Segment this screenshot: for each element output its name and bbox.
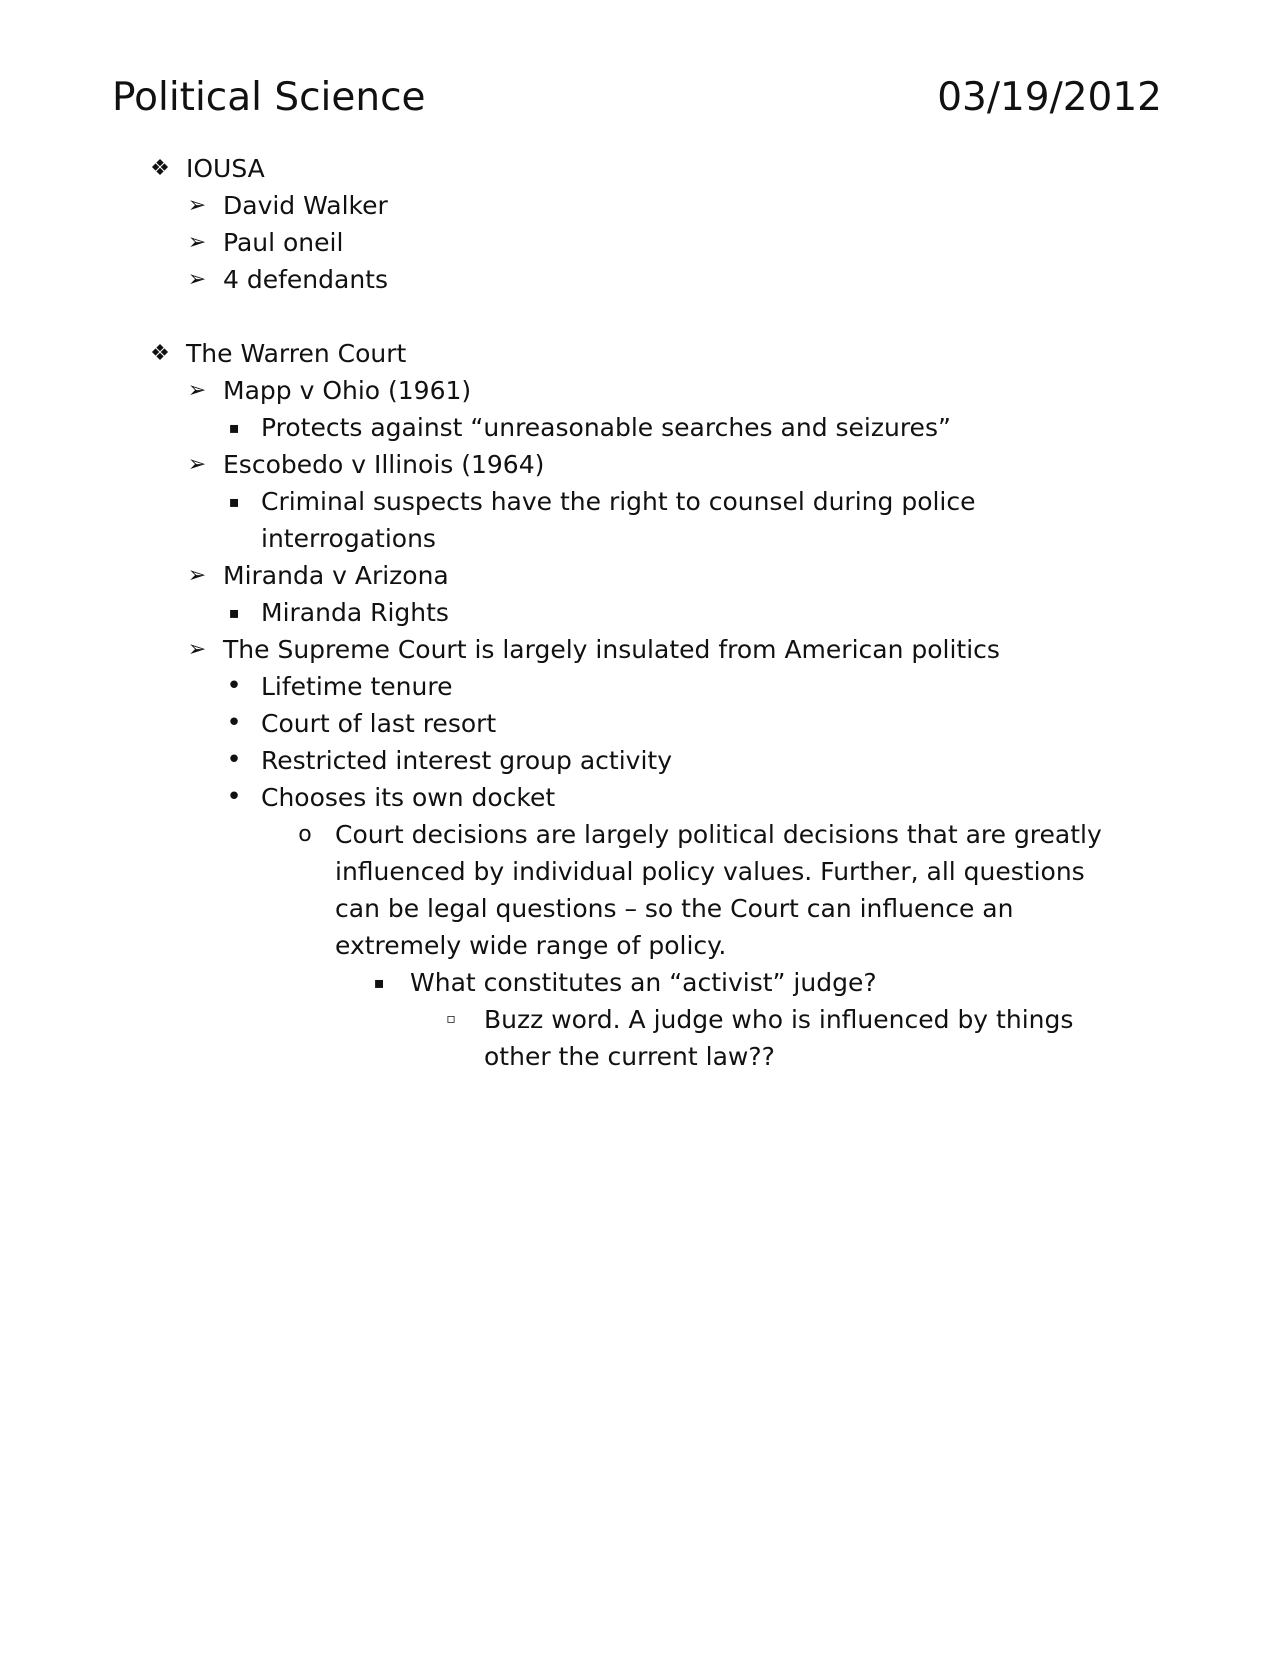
arrow-bullet-icon: ➢ [187,267,207,292]
outline-item-activist-answer-line2: other the current law?? [484,1042,775,1071]
outline-item-warren-court: The Warren Court [186,339,407,368]
dot-bullet-icon: • [226,671,242,701]
hollow-square-bullet-icon: ▫ [446,1011,456,1027]
square-bullet-icon: ▪ [373,973,385,992]
outline-item-iousa: IOUSA [186,154,265,183]
diamond-bullet-icon: ❖ [150,156,170,181]
outline-item-decisions-line1: Court decisions are largely political decisions that are greatly [335,820,1102,849]
outline-item-last-resort: Court of last resort [261,709,497,738]
outline-item-decisions-line2: influenced by individual policy values. Further, all questions [335,857,1085,886]
arrow-bullet-icon: ➢ [187,230,207,255]
outline-item-miranda: Miranda v Arizona [223,561,449,590]
square-bullet-icon: ▪ [228,603,240,622]
outline-item-decisions-line4: extremely wide range of policy. [335,931,727,960]
outline-item-activist-question: What constitutes an “activist” judge? [410,968,877,997]
outline-item-escobedo-detail-line1: Criminal suspects have the right to counsel during police [261,487,976,516]
arrow-bullet-icon: ➢ [187,452,207,477]
outline-item-interest-group: Restricted interest group activity [261,746,672,775]
arrow-bullet-icon: ➢ [187,378,207,403]
outline-item-escobedo-detail-line2: interrogations [261,524,436,553]
square-bullet-icon: ▪ [228,418,240,437]
page-date: 03/19/2012 [937,75,1162,120]
arrow-bullet-icon: ➢ [187,193,207,218]
outline-item-docket: Chooses its own docket [261,783,556,812]
outline-item-defendants: 4 defendants [223,265,388,294]
outline-item-supreme-court: The Supreme Court is largely insulated from American politics [223,635,1000,664]
outline-item-paul-oneil: Paul oneil [223,228,344,257]
page-title: Political Science [112,75,426,120]
document-header [112,70,1162,126]
arrow-bullet-icon: ➢ [187,637,207,662]
outline-item-david-walker: David Walker [223,191,388,220]
dot-bullet-icon: • [226,782,242,812]
outline-item-decisions-line3: can be legal questions – so the Court can influence an [335,894,1014,923]
circle-bullet-icon: o [298,822,312,847]
outline-item-mapp: Mapp v Ohio (1961) [223,376,472,405]
outline-item-lifetime-tenure: Lifetime tenure [261,672,453,701]
dot-bullet-icon: • [226,708,242,738]
outline-item-escobedo: Escobedo v Illinois (1964) [223,450,545,479]
diamond-bullet-icon: ❖ [150,341,170,366]
square-bullet-icon: ▪ [228,492,240,511]
outline-item-activist-answer-line1: Buzz word. A judge who is influenced by things [484,1005,1074,1034]
outline-item-miranda-detail: Miranda Rights [261,598,449,627]
outline-item-mapp-detail: Protects against “unreasonable searches and seizures” [261,413,951,442]
dot-bullet-icon: • [226,745,242,775]
arrow-bullet-icon: ➢ [187,563,207,588]
